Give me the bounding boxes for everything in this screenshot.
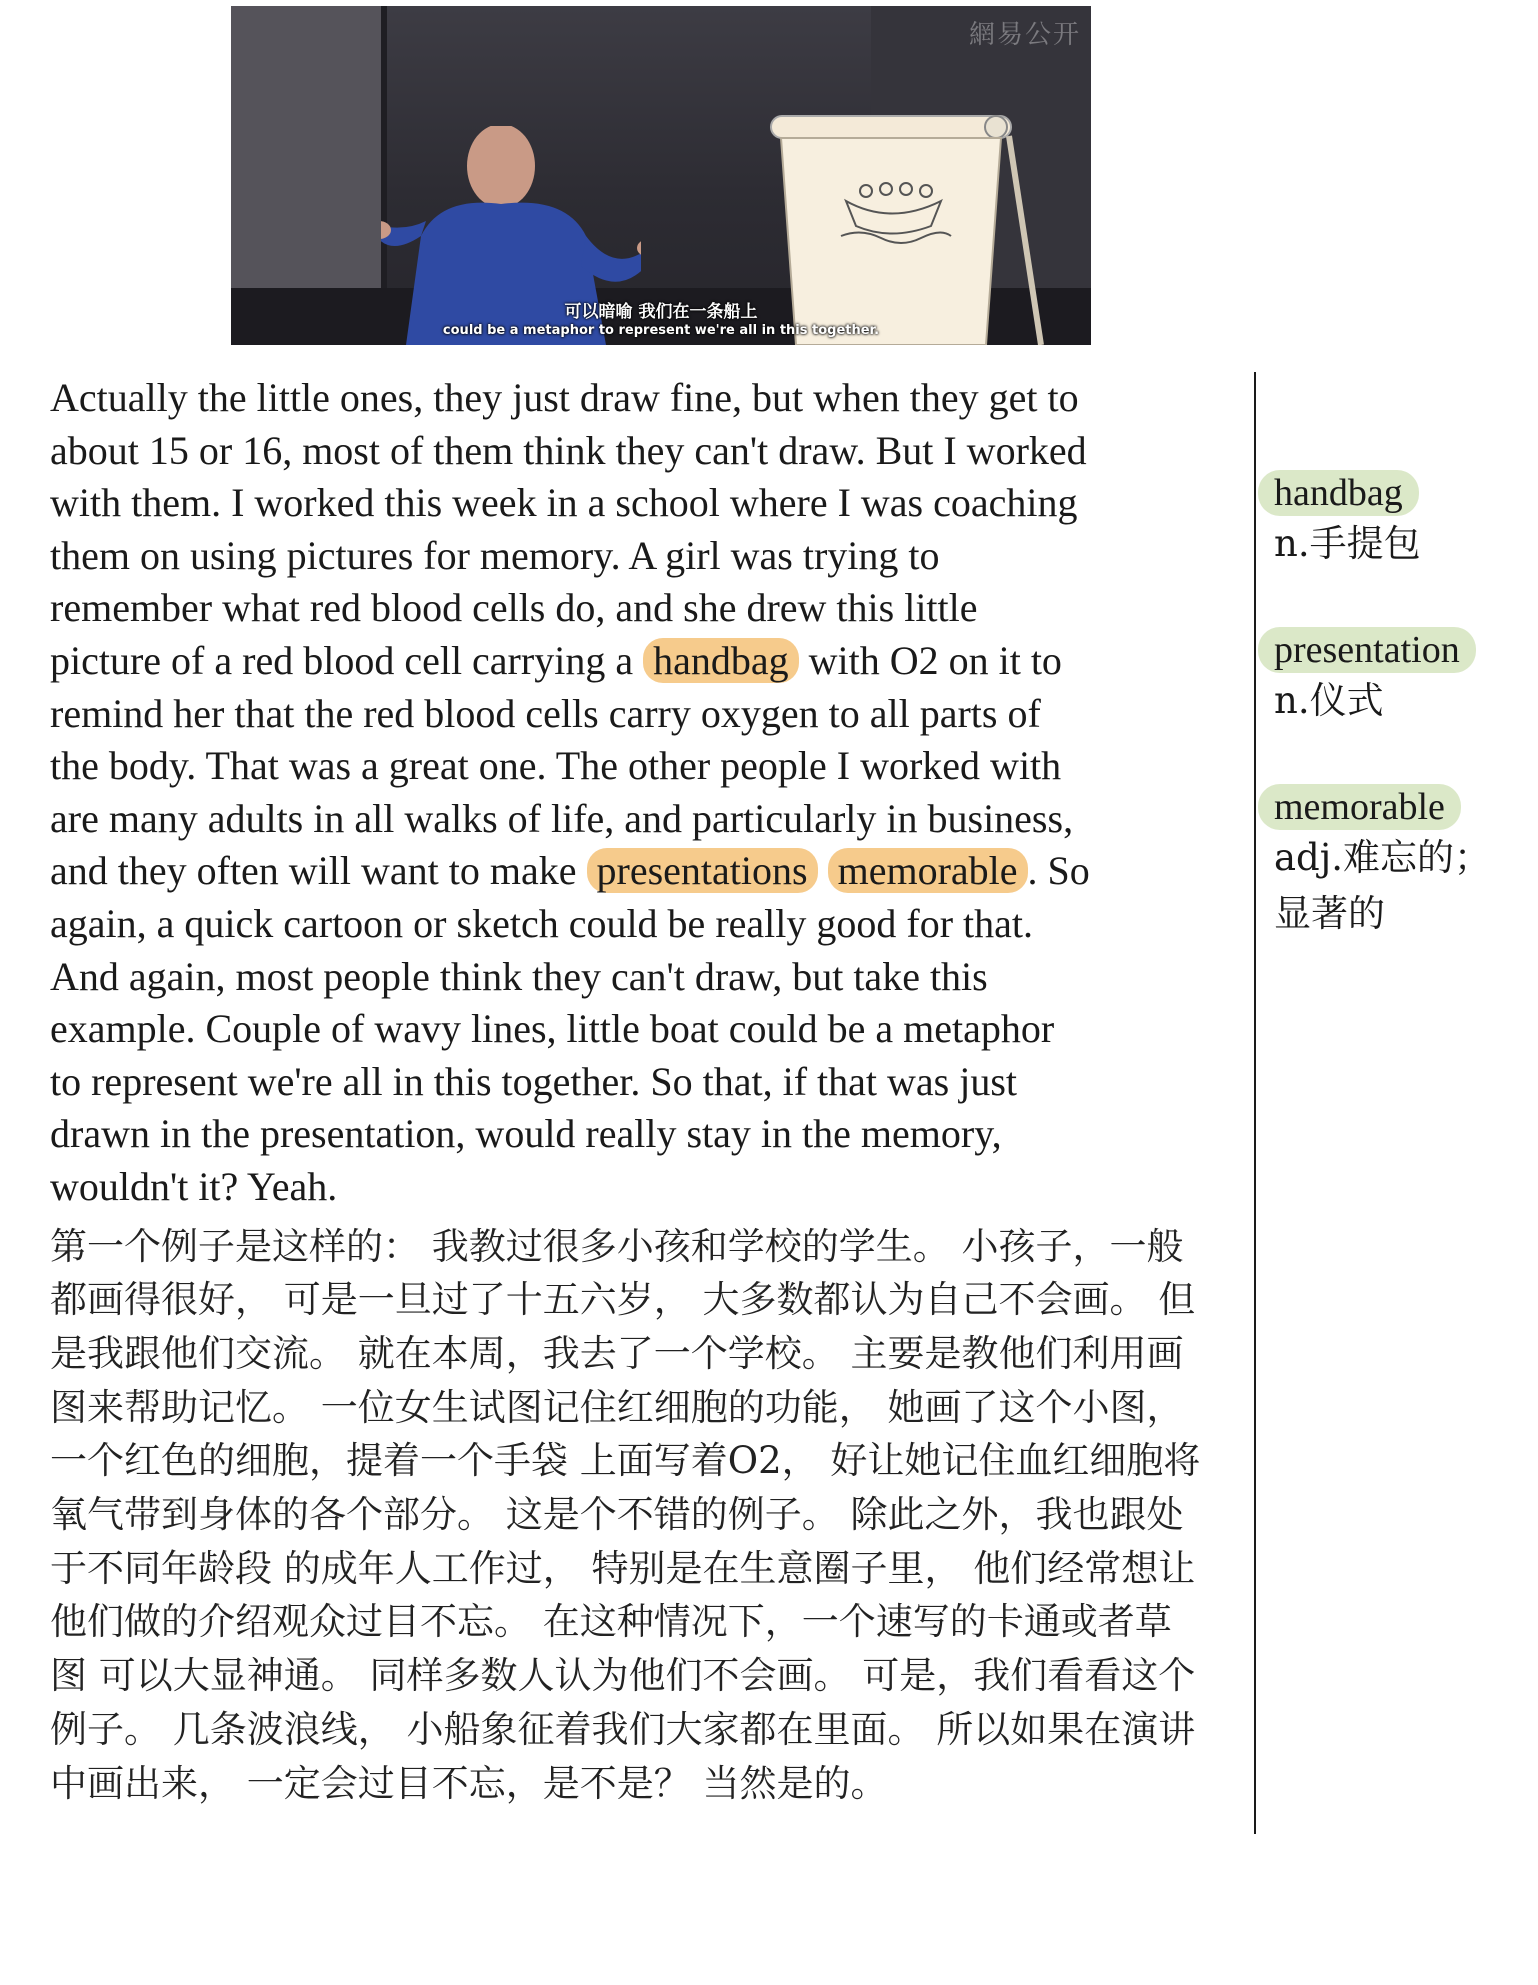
english-line: with them. I worked this week in a school where I was coaching — [50, 480, 1078, 526]
column-divider — [1254, 372, 1256, 1834]
english-line: them on using pictures for memory. A girl was trying to — [50, 532, 940, 578]
chinese-line: 是我跟他们交流。 就在本周，我去了一个学校。 主要是教他们利用画 — [50, 1331, 1184, 1375]
video-subtitle-chinese: 可以暗喻 我们在一条船上 — [564, 302, 758, 322]
english-line-text: picture of a red blood cell carrying a — [50, 637, 644, 683]
chinese-line: 第一个例子是这样的： 我教过很多小孩和学校的学生。 小孩子，一般 — [50, 1224, 1184, 1268]
chinese-line: 中画出来， 一定会过目不忘，是不是？ 当然是的。 — [50, 1761, 888, 1805]
chinese-line: 一个红色的细胞，提着一个手袋 上面写着O2， 好让她记住血红细胞将 — [50, 1439, 1201, 1483]
chinese-line: 图 可以大显神通。 同样多数人认为他们不会画。 可是，我们看看这个 — [50, 1654, 1196, 1698]
english-line-text: with O2 on it to — [798, 637, 1062, 683]
transcript — [50, 372, 1250, 1810]
highlighted-word-handbag[interactable]: handbag — [643, 638, 799, 683]
english-line: Actually the little ones, they just draw fine, but when they get to — [50, 375, 1079, 420]
vocab-meaning: adj.难忘的； — [1274, 836, 1491, 879]
vocab-word: memorable — [1258, 784, 1461, 830]
chinese-line: 他们做的介绍观众过目不忘。 在这种情况下，一个速写的卡通或者草 — [50, 1600, 1172, 1644]
english-line-text — [818, 848, 828, 893]
english-line-text: . So — [1027, 848, 1090, 894]
highlighted-word-presentations[interactable]: presentations — [587, 848, 818, 893]
english-line: again, a quick cartoon or sketch could be really good for that. — [50, 900, 1033, 946]
chinese-translation — [50, 1220, 1250, 1811]
english-line — [50, 635, 1250, 688]
chinese-line: 图来帮助记忆。 一位女生试图记住红细胞的功能， 她画了这个小图， — [50, 1385, 1184, 1429]
english-line: remind her that the red blood cells carry oxygen to all parts of — [50, 690, 1041, 736]
vocab-meaning: n.手提包 — [1274, 522, 1421, 565]
video-watermark: 網易公开 — [968, 20, 1081, 50]
chinese-line: 都画得很好， 可是一旦过了十五六岁， 大多数都认为自己不会画。 但 — [50, 1278, 1196, 1322]
english-line: are many adults in all walks of life, and particularly in business, — [50, 795, 1074, 841]
english-line: wouldn't it? Yeah. — [50, 1163, 338, 1209]
vocab-entry-presentation[interactable] — [1258, 627, 1476, 729]
english-line: remember what red blood cells do, and she drew this little — [50, 585, 978, 631]
english-line-text: and they often will want to make — [50, 848, 587, 894]
english-line — [50, 845, 1250, 898]
chinese-line: 例子。 几条波浪线， 小船象征着我们大家都在里面。 所以如果在演讲 — [50, 1707, 1196, 1751]
chinese-line: 氧气带到身体的各个部分。 这是个不错的例子。 除此之外，我也跟处 — [50, 1493, 1184, 1537]
english-line: about 15 or 16, most of them think they can't draw. But I worked — [50, 427, 1087, 473]
english-line: to represent we're all in this together. So that, if that was just — [50, 1058, 1017, 1104]
highlighted-word-memorable[interactable]: memorable — [828, 848, 1028, 893]
vocab-word: presentation — [1258, 627, 1476, 673]
english-line: And again, most people think they can't draw, but take this — [50, 953, 988, 999]
video-frame — [231, 6, 1091, 345]
english-line: the body. That was a great one. The other people I worked with — [50, 743, 1062, 789]
video-subtitle-english: could be a metaphor to represent we're all in this together. — [442, 323, 880, 338]
chinese-line: 于不同年龄段 的成年人工作过， 特别是在生意圈子里， 他们经常想让 — [50, 1546, 1196, 1590]
vocab-entry-memorable[interactable] — [1258, 784, 1491, 942]
english-line: drawn in the presentation, would really stay in the memory, — [50, 1111, 1002, 1157]
vocab-meaning: n.仪式 — [1274, 679, 1384, 722]
english-transcript — [50, 372, 1250, 1214]
vocab-meaning: 显著的 — [1274, 892, 1385, 935]
vocab-word: handbag — [1258, 470, 1419, 516]
vocab-entry-handbag[interactable] — [1258, 470, 1421, 572]
english-line: example. Couple of wavy lines, little boat could be a metaphor — [50, 1006, 1055, 1052]
